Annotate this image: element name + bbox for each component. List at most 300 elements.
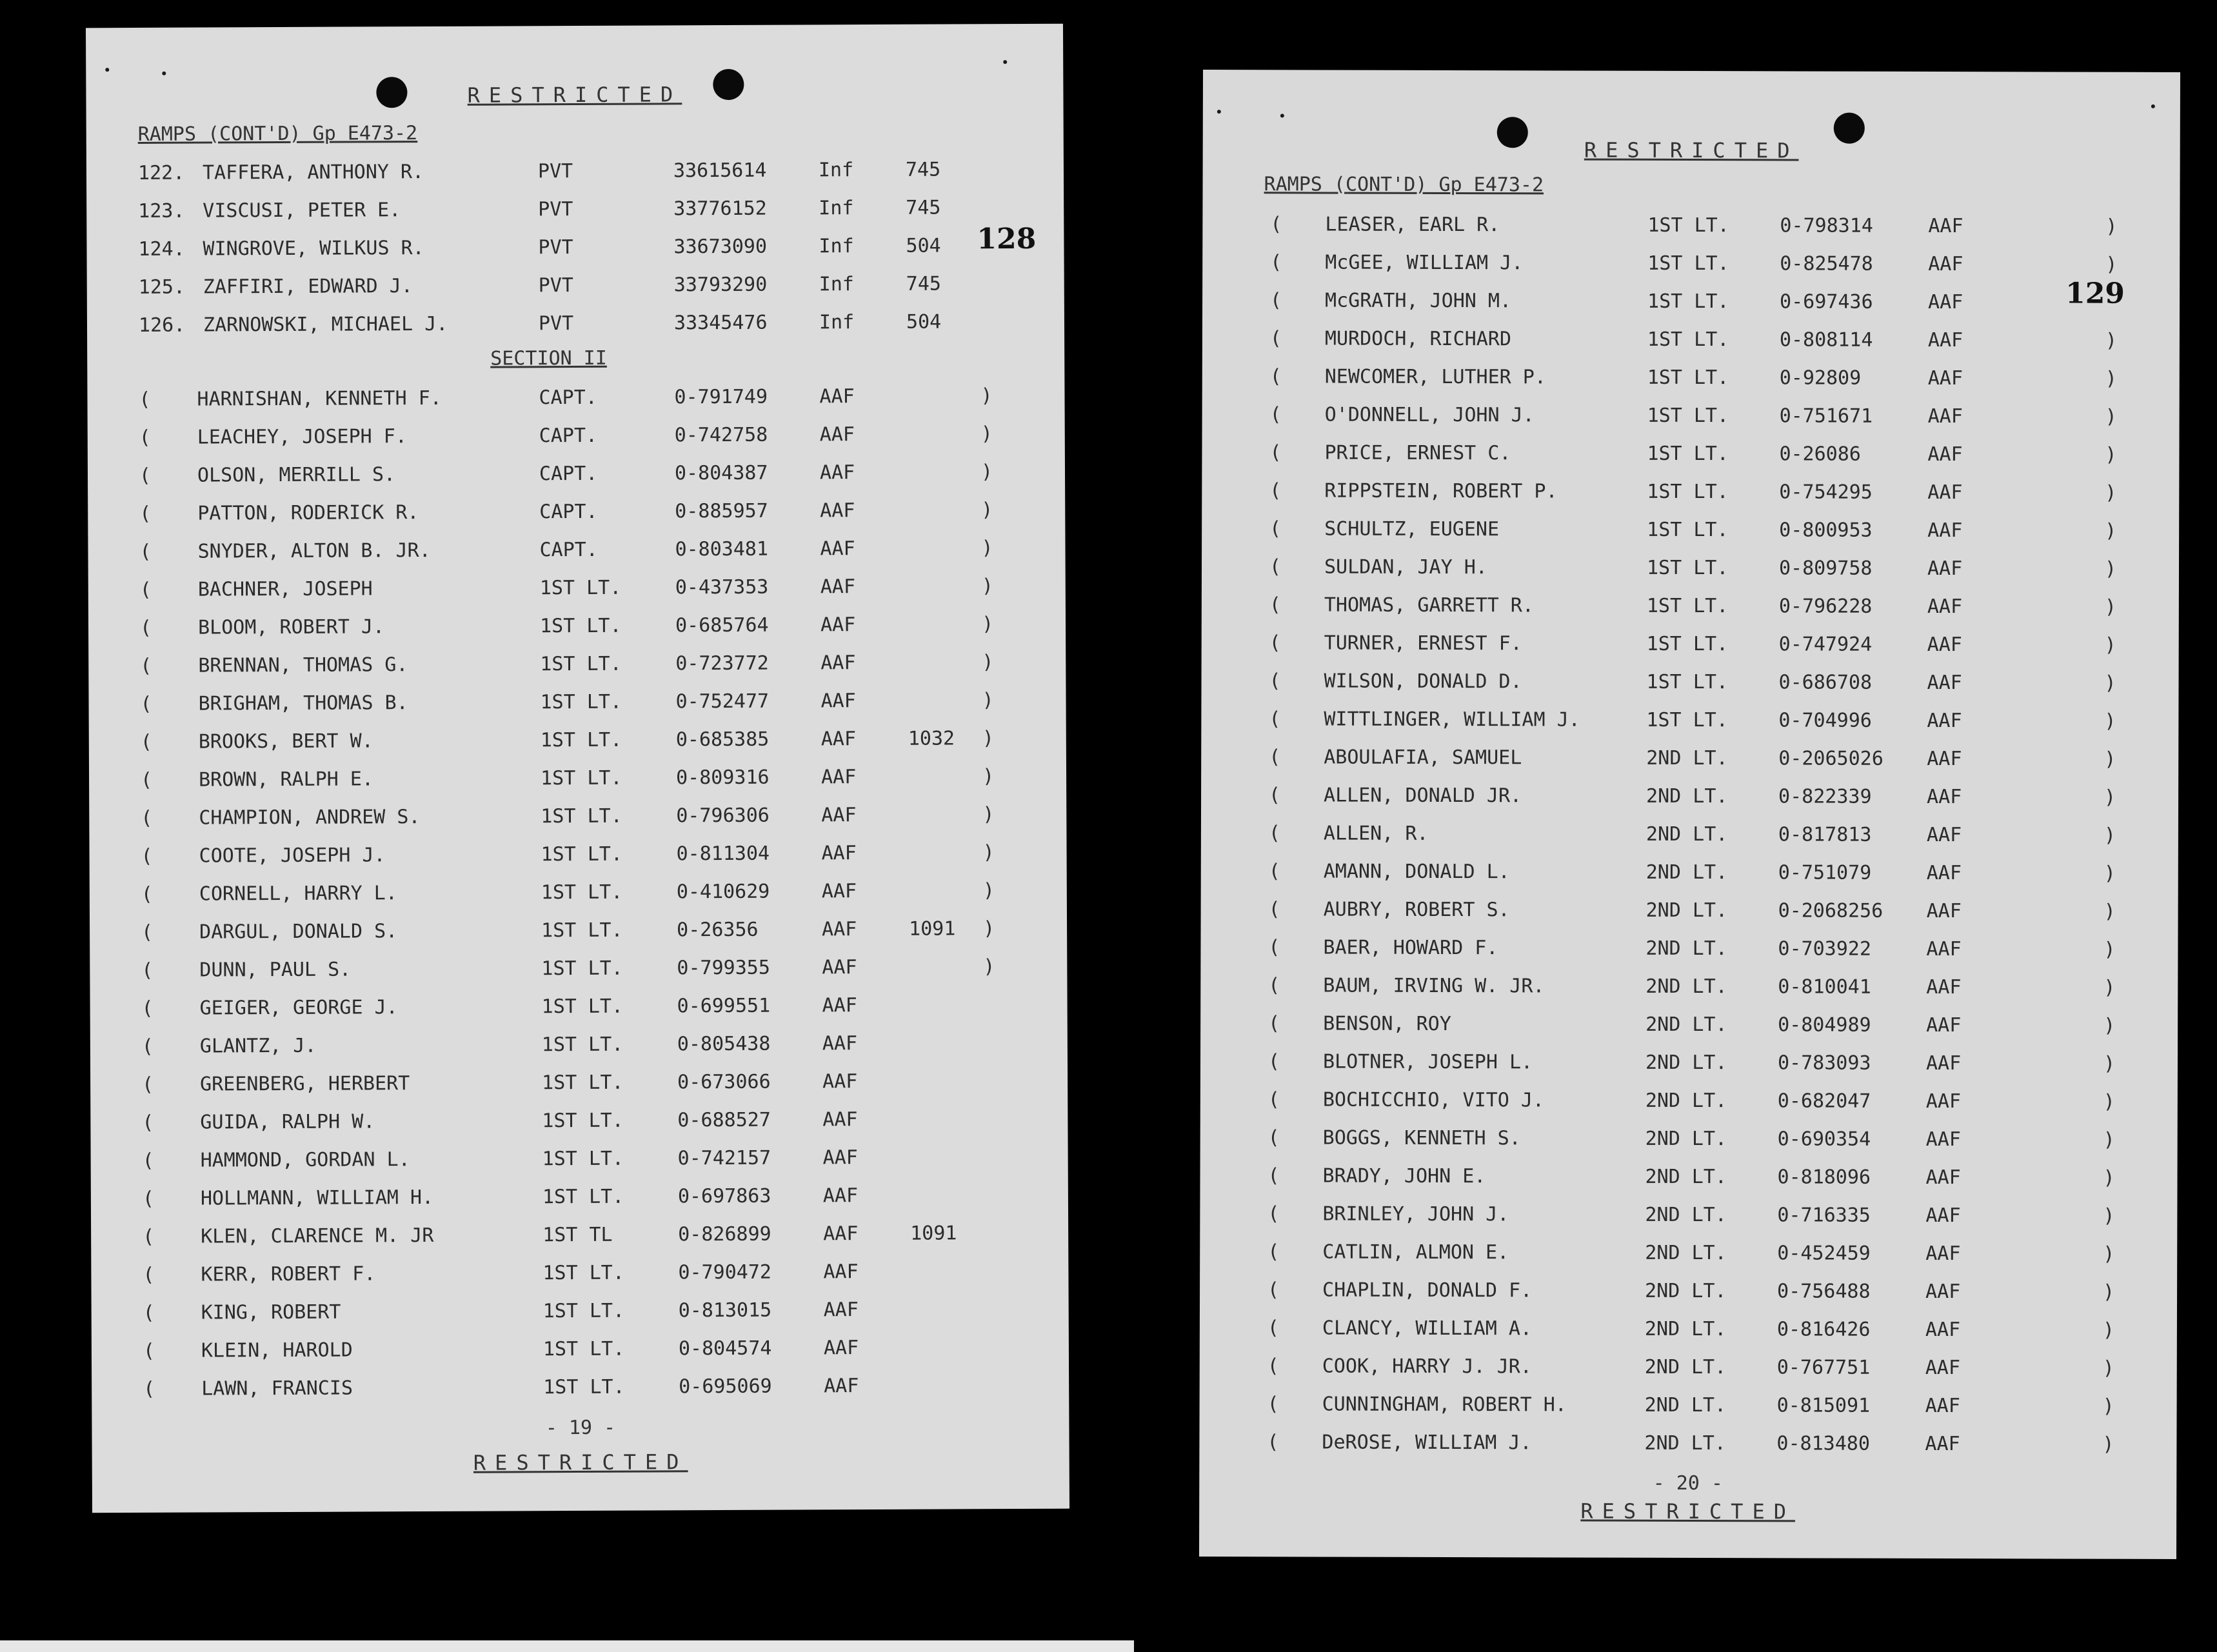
roster-arm: Inf (819, 235, 854, 258)
roster-close: ) (2105, 405, 2117, 428)
roster-serial: 0-704996 (1778, 709, 1872, 732)
roster-close: ) (2102, 1319, 2115, 1342)
roster-grade: CAPT. (539, 424, 598, 448)
roster-code: 1032 (908, 727, 955, 750)
roster-row (89, 719, 1066, 762)
stamped-page-number: 129 (2065, 277, 2125, 310)
page-number: - 20 - (1653, 1471, 1724, 1495)
roster-open: ( (1270, 251, 1282, 274)
roster-close: ) (982, 651, 994, 674)
roster-row (1201, 662, 2178, 702)
roster-name: PATTON, RODERICK R. (197, 501, 419, 525)
roster-serial: 0-808114 (1779, 328, 1873, 352)
roster-grade: 2ND LT. (1645, 1203, 1727, 1227)
roster-grade: 2ND LT. (1644, 1431, 1726, 1455)
roster-name: KLEIN, HAROLD (201, 1339, 353, 1362)
roster-grade: PVT (538, 236, 573, 259)
roster-row (92, 1328, 1069, 1371)
roster-grade: 1ST LT. (539, 576, 622, 600)
roster-arm: AAF (1925, 1166, 1961, 1189)
roster-name: NEWCOMER, LUTHER P. (1324, 365, 1546, 389)
roster-serial: 0-796228 (1778, 595, 1873, 618)
roster-name: BENSON, ROY (1323, 1012, 1451, 1036)
roster-arm: AAF (823, 1337, 859, 1360)
roster-name: GUIDA, RALPH W. (200, 1110, 375, 1134)
roster-arm: AAF (823, 1222, 859, 1246)
roster-name: VISCUSI, PETER E. (203, 199, 401, 223)
roster-name: HAMMOND, GORDAN L. (200, 1148, 410, 1172)
roster-name: RIPPSTEIN, ROBERT P. (1324, 479, 1558, 503)
roster-serial: 0-703922 (1778, 937, 1872, 960)
roster-serial: 0-410629 (676, 880, 770, 904)
roster-row (90, 986, 1067, 1028)
roster-row (92, 1366, 1069, 1409)
roster-serial: 0-822339 (1778, 785, 1872, 808)
restricted-banner-top: RESTRICTED (467, 82, 682, 108)
roster-serial: 0-798314 (1780, 214, 1873, 237)
roster-grade: 2ND LT. (1645, 937, 1727, 960)
roster-open: ( (139, 502, 152, 525)
roster-arm: AAF (1927, 366, 1963, 390)
roster-open: ( (141, 882, 153, 906)
roster-close: ) (2103, 1014, 2116, 1037)
roster-close: ) (2105, 481, 2117, 504)
roster-close: ) (2105, 329, 2118, 352)
roster-close: ) (2105, 215, 2118, 238)
roster-name: HOLLMANN, WILLIAM H. (200, 1186, 434, 1210)
roster-name: KING, ROBERT (201, 1300, 341, 1324)
document-page-left (86, 24, 1069, 1513)
roster-open: ( (1268, 1050, 1280, 1073)
roster-code: 504 (906, 234, 941, 257)
roster-close: ) (2103, 900, 2116, 923)
roster-grade: 1ST LT. (542, 1071, 624, 1095)
roster-arm: AAF (1927, 595, 1963, 619)
roster-serial: 0-751079 (1778, 861, 1872, 884)
roster-serial: 0-752477 (675, 690, 770, 713)
roster-serial: 0-682047 (1777, 1090, 1871, 1113)
roster-serial: 0-685385 (675, 728, 770, 751)
roster-row (91, 1214, 1068, 1257)
roster-open: ( (140, 730, 152, 753)
roster-row (89, 795, 1066, 838)
roster-num: 125. (138, 275, 186, 299)
roster-serial: 0-805438 (677, 1032, 771, 1056)
roster-serial: 0-697863 (677, 1184, 771, 1208)
roster-grade: 2ND LT. (1645, 1241, 1727, 1265)
roster-name: SNYDER, ALTON B. JR. (197, 539, 431, 563)
roster-arm: AAF (820, 537, 855, 561)
roster-grade: 2ND LT. (1646, 784, 1728, 808)
roster-arm: AAF (1926, 861, 1962, 885)
roster-row (1202, 510, 2179, 550)
roster-close: ) (980, 423, 993, 446)
roster-name: CUNNINGHAM, ROBERT H. (1322, 1393, 1567, 1417)
roster-grade: CAPT. (539, 462, 598, 486)
roster-row (87, 377, 1064, 419)
roster-serial: 0-716335 (1777, 1204, 1871, 1227)
roster-arm: AAF (1926, 1013, 1962, 1037)
roster-name: SCHULTZ, EUGENE (1324, 517, 1500, 541)
roster-grade: CAPT. (539, 386, 597, 410)
roster-arm: AAF (1925, 1432, 1960, 1456)
roster-row (90, 1100, 1068, 1142)
roster-name: WITTLINGER, WILLIAM J. (1324, 708, 1580, 731)
roster-open: ( (141, 921, 154, 944)
roster-open: ( (1269, 479, 1282, 503)
roster-grade: 2ND LT. (1645, 1089, 1727, 1113)
roster-row (90, 910, 1067, 952)
roster-name: CORNELL, HARRY L. (199, 882, 397, 906)
roster-grade: 1ST LT. (541, 804, 622, 828)
roster-close: ) (2104, 557, 2117, 581)
roster-serial: 0-747924 (1778, 633, 1873, 656)
roster-row (1200, 1157, 2177, 1197)
roster-open: ( (141, 1035, 154, 1058)
roster-serial: 0-804989 (1778, 1013, 1871, 1037)
roster-name: WILSON, DONALD D. (1324, 670, 1522, 693)
roster-close: ) (982, 689, 994, 712)
roster-grade: 1ST LT. (541, 919, 623, 942)
roster-close: ) (2102, 1357, 2114, 1380)
roster-code: 1091 (910, 1222, 957, 1245)
roster-arm: AAF (1926, 823, 1962, 847)
roster-name: GEIGER, GEORGE J. (199, 996, 398, 1020)
roster-name: O'DONNELL, JOHN J. (1324, 403, 1535, 427)
roster-grade: PVT (538, 312, 574, 335)
roster-serial: 0-818096 (1777, 1166, 1871, 1189)
roster-serial: 0-742758 (674, 423, 768, 447)
roster-name: DeROSE, WILLIAM J. (1322, 1431, 1532, 1455)
roster-grade: 1ST LT. (1647, 404, 1729, 428)
roster-close: ) (2105, 443, 2117, 466)
roster-open: ( (142, 1149, 154, 1172)
roster-open: ( (141, 844, 153, 868)
roster-row (1202, 433, 2179, 474)
roster-arm: AAF (1927, 328, 1963, 352)
roster-arm: Inf (819, 273, 854, 296)
roster-arm: AAF (1927, 481, 1963, 504)
restricted-banner-top: RESTRICTED (1584, 137, 1799, 163)
roster-serial: 33776152 (673, 197, 767, 221)
roster-arm: AAF (820, 728, 857, 751)
roster-grade: 2ND LT. (1645, 861, 1728, 884)
roster-open: ( (143, 1263, 155, 1286)
roster-arm: AAF (1925, 1204, 1961, 1228)
roster-serial: 0-804387 (674, 461, 768, 485)
roster-arm: AAF (820, 499, 855, 522)
officer-roster (1199, 205, 2180, 1464)
roster-serial: 0-813480 (1776, 1432, 1870, 1455)
roster-close: ) (2105, 253, 2118, 276)
roster-serial: 0-809316 (675, 766, 770, 790)
roster-serial: 0-804574 (678, 1337, 772, 1360)
roster-serial: 0-825478 (1780, 252, 1873, 275)
roster-grade: CAPT. (539, 500, 598, 524)
roster-serial: 33345476 (673, 311, 768, 335)
roster-row (87, 303, 1064, 345)
roster-row (88, 415, 1065, 457)
group-heading: RAMPS (CONT'D) Gp E473-2 (137, 122, 418, 146)
roster-arm: AAF (822, 1108, 858, 1131)
roster-open: ( (142, 1187, 155, 1210)
roster-row (1201, 852, 2178, 893)
roster-open: ( (139, 578, 152, 601)
roster-row (1200, 1233, 2177, 1273)
roster-grade: 2ND LT. (1645, 899, 1728, 922)
roster-open: ( (1267, 1393, 1279, 1416)
roster-serial: 0-816426 (1776, 1318, 1871, 1341)
roster-serial: 0-2068256 (1778, 899, 1884, 922)
roster-serial: 0-810041 (1778, 975, 1871, 999)
roster-open: ( (140, 768, 153, 791)
roster-open: ( (139, 616, 152, 639)
roster-name: MURDOCH, RICHARD (1324, 327, 1511, 351)
restricted-banner-bottom: RESTRICTED (473, 1449, 688, 1475)
roster-row (88, 453, 1065, 495)
roster-open: ( (140, 692, 152, 715)
roster-name: CHAPLIN, DONALD F. (1322, 1279, 1533, 1302)
roster-name: AMANN, DONALD L. (1323, 860, 1510, 884)
roster-row (1200, 928, 2178, 969)
roster-row (86, 150, 1064, 193)
roster-open: ( (143, 1301, 155, 1324)
roster-close: ) (983, 917, 995, 940)
roster-grade: PVT (538, 274, 573, 297)
roster-open: ( (1269, 784, 1281, 807)
roster-row (88, 491, 1065, 533)
roster-row (88, 567, 1066, 610)
roster-arm: AAF (1925, 1356, 1960, 1380)
roster-open: ( (1269, 746, 1281, 769)
roster-open: ( (142, 1073, 154, 1096)
roster-row (90, 1024, 1068, 1066)
roster-serial: 0-695069 (679, 1375, 772, 1398)
roster-grade: 1ST LT. (1646, 632, 1729, 656)
roster-serial: 0-803481 (675, 537, 769, 561)
roster-row (1202, 281, 2180, 322)
roster-row (1201, 738, 2178, 779)
roster-close: ) (2104, 595, 2116, 619)
roster-code: 504 (906, 310, 942, 333)
roster-row (88, 643, 1066, 686)
roster-open: ( (1267, 1431, 1279, 1454)
roster-row (92, 1290, 1069, 1333)
roster-row (1201, 814, 2178, 855)
roster-grade: 1ST LT. (1647, 480, 1729, 504)
roster-serial: 0-697436 (1780, 290, 1873, 313)
roster-open: ( (143, 1377, 155, 1400)
roster-code: 1091 (909, 917, 956, 940)
roster-row (1200, 1347, 2177, 1388)
roster-arm: AAF (822, 1184, 859, 1208)
section-roster (87, 377, 1069, 1409)
roster-serial: 0-811304 (676, 842, 770, 866)
roster-row (1200, 1195, 2177, 1235)
roster-open: ( (142, 1111, 154, 1134)
roster-arm: AAF (820, 690, 856, 713)
roster-arm: Inf (819, 311, 855, 334)
roster-serial: 0-699551 (677, 994, 771, 1018)
roster-name: TURNER, ERNEST F. (1324, 632, 1522, 655)
roster-close: ) (982, 841, 995, 864)
roster-row (1202, 205, 2180, 246)
roster-open: ( (1268, 974, 1280, 997)
roster-row (88, 605, 1066, 648)
roster-row (90, 1062, 1068, 1104)
roster-close: ) (2103, 976, 2116, 999)
roster-name: COOK, HARRY J. JR. (1322, 1355, 1532, 1378)
roster-grade: 1ST LT. (1646, 708, 1728, 732)
roster-arm: AAF (820, 652, 856, 675)
roster-row (1200, 1004, 2178, 1045)
roster-row (1202, 586, 2179, 626)
roster-serial: 0-754295 (1779, 481, 1873, 504)
roster-grade: 1ST LT. (542, 1109, 624, 1133)
roster-open: ( (1268, 1012, 1280, 1035)
roster-arm: AAF (1925, 1242, 1961, 1266)
roster-arm: AAF (1928, 252, 1963, 276)
roster-arm: AAF (820, 766, 857, 789)
roster-row (91, 1252, 1068, 1295)
roster-arm: Inf (818, 159, 854, 182)
roster-open: ( (1269, 327, 1282, 350)
roster-serial: 0-800953 (1779, 519, 1873, 542)
roster-row (1201, 890, 2178, 931)
roster-close: ) (2105, 519, 2117, 542)
roster-grade: 2ND LT. (1644, 1393, 1727, 1417)
roster-num: 126. (138, 313, 186, 337)
roster-name: BOCHICCHIO, VITO J. (1322, 1088, 1545, 1112)
roster-name: BROOKS, BERT W. (198, 730, 373, 753)
roster-row (1199, 1423, 2176, 1464)
speck (162, 72, 166, 75)
roster-name: DUNN, PAUL S. (199, 958, 352, 982)
roster-grade: 2ND LT. (1645, 822, 1728, 846)
roster-row (1201, 700, 2178, 741)
roster-row (89, 833, 1066, 876)
roster-row (1201, 776, 2178, 817)
roster-name: KERR, ROBERT F. (201, 1262, 376, 1286)
roster-name: McGEE, WILLIAM J. (1325, 251, 1524, 275)
roster-grade: 1ST LT. (540, 652, 622, 676)
roster-open: ( (1269, 517, 1282, 541)
roster-grade: 1ST LT. (1646, 670, 1729, 694)
roster-open: ( (1268, 822, 1281, 845)
roster-close: ) (2103, 1052, 2116, 1075)
roster-arm: AAF (1927, 709, 1962, 733)
roster-arm: AAF (1927, 404, 1963, 428)
roster-grade: PVT (537, 160, 573, 183)
roster-open: ( (139, 426, 151, 449)
scanner-edge (0, 1640, 1134, 1652)
roster-grade: 1ST LT. (1647, 442, 1729, 466)
roster-arm: AAF (819, 461, 855, 484)
roster-arm: AAF (823, 1299, 859, 1322)
roster-grade: 1ST LT. (541, 1033, 624, 1057)
roster-code: 745 (905, 158, 941, 181)
roster-close: ) (2104, 672, 2116, 695)
roster-close: ) (2103, 938, 2116, 961)
roster-open: ( (1269, 365, 1282, 388)
roster-serial: 0-26086 (1779, 443, 1861, 466)
roster-serial: 0-767751 (1776, 1356, 1871, 1379)
roster-row (1200, 1385, 2177, 1426)
roster-name: THOMAS, GARRETT R. (1324, 593, 1535, 617)
roster-arm: AAF (1928, 214, 1963, 238)
roster-close: ) (981, 537, 993, 560)
roster-grade: 1ST LT. (1646, 556, 1729, 580)
roster-close: ) (983, 955, 995, 979)
section-title: SECTION II (490, 346, 607, 370)
roster-arm: AAF (819, 423, 855, 446)
roster-name: BAER, HOWARD F. (1323, 936, 1498, 960)
roster-arm: AAF (1926, 937, 1962, 961)
roster-close: ) (2103, 862, 2116, 885)
roster-serial: 0-783093 (1777, 1051, 1871, 1075)
roster-name: OLSON, MERRILL S. (197, 463, 396, 487)
roster-row (1202, 357, 2180, 398)
roster-arm: AAF (1925, 1318, 1961, 1342)
roster-grade: 1ST LT. (541, 957, 623, 980)
roster-open: ( (1269, 670, 1281, 693)
roster-close: ) (2102, 1395, 2114, 1418)
roster-grade: 1ST LT. (542, 1147, 624, 1171)
roster-name: ABOULAFIA, SAMUEL (1324, 746, 1522, 770)
roster-grade: 2ND LT. (1644, 1355, 1727, 1379)
roster-open: ( (1269, 441, 1282, 464)
roster-serial: 0-751671 (1779, 404, 1873, 428)
roster-grade: 1ST LT. (539, 614, 622, 638)
roster-open: ( (1269, 593, 1281, 617)
roster-close: ) (2103, 1204, 2115, 1228)
roster-name: CLANCY, WILLIAM A. (1322, 1317, 1533, 1340)
roster-name: LEASER, EARL R. (1325, 213, 1500, 237)
roster-row (1202, 472, 2179, 512)
roster-close: ) (2104, 633, 2116, 657)
roster-grade: 1ST LT. (542, 1299, 625, 1323)
roster-close: ) (2103, 1166, 2115, 1189)
roster-grade: 1ST LT. (540, 728, 622, 752)
speck (1003, 60, 1007, 64)
group-heading: RAMPS (CONT'D) Gp E473-2 (1264, 173, 1544, 197)
roster-serial: 0-809758 (1778, 557, 1873, 580)
roster-open: ( (141, 959, 154, 982)
roster-serial: 0-437353 (675, 575, 769, 599)
roster-row (87, 264, 1064, 307)
roster-arm: AAF (1927, 671, 1962, 695)
roster-grade: 2ND LT. (1646, 746, 1728, 770)
roster-open: ( (1267, 1355, 1279, 1378)
roster-serial: 0-790472 (678, 1260, 771, 1284)
roster-grade: 2ND LT. (1644, 1317, 1727, 1341)
roster-name: HARNISHAN, KENNETH F. (197, 386, 442, 411)
roster-row (88, 529, 1065, 572)
roster-serial: 0-673066 (677, 1070, 771, 1094)
roster-close: ) (980, 384, 993, 408)
roster-close: ) (2104, 786, 2116, 809)
roster-row (1202, 395, 2180, 436)
speck (105, 68, 109, 72)
roster-grade: 1ST LT. (1647, 366, 1729, 390)
roster-open: ( (1268, 1164, 1280, 1188)
roster-grade: 1ST LT. (1647, 328, 1729, 352)
roster-close: ) (982, 803, 995, 826)
roster-serial: 0-815091 (1776, 1394, 1871, 1417)
roster-row (1202, 319, 2180, 360)
roster-name: BOGGS, KENNETH S. (1322, 1126, 1521, 1150)
roster-name: AUBRY, ROBERT S. (1323, 898, 1510, 922)
